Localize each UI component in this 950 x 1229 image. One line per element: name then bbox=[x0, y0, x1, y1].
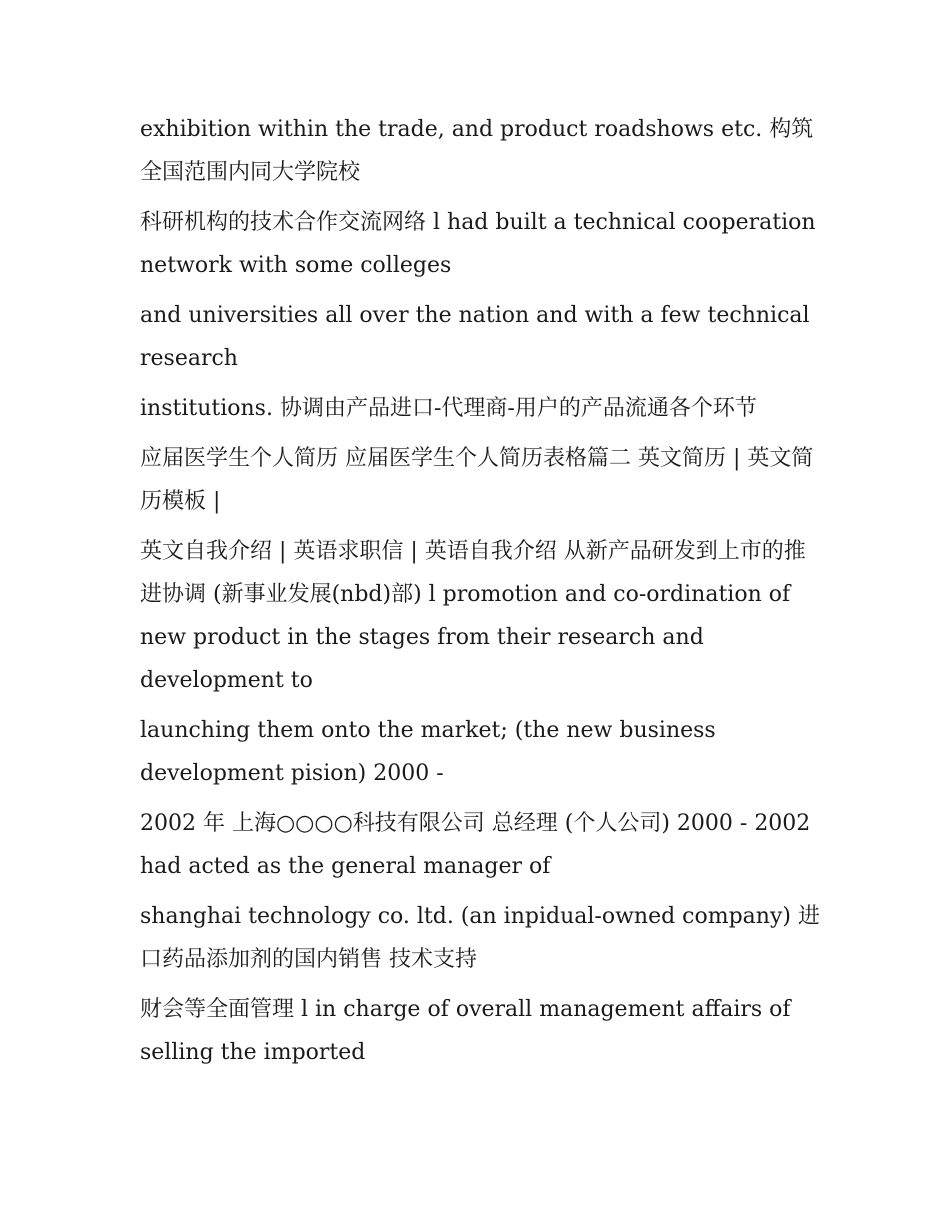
paragraph-1: exhibition within the trade, and product roadshows etc. 构筑全国范围内同大学院校 bbox=[140, 117, 814, 185]
paragraph-2: 科研机构的技术合作交流网络 l had built a technical cooperation network with some colleges bbox=[140, 210, 816, 278]
paragraph-4: institutions. 协调由产品进口-代理商-用户的产品流通各个环节 bbox=[140, 396, 757, 421]
paragraph-6: 英文自我介绍 | 英语求职信 | 英语自我介绍 从新产品研发到上市的推进协调 (新事业发展(nbd)部) l promotion and co-ordination of new product in the stages from their research and development to bbox=[140, 539, 806, 693]
paragraph-5: 应届医学生个人简历 应届医学生个人简历表格篇二 英文简历 | 英文简历模板 | bbox=[140, 446, 814, 514]
document-body bbox=[140, 108, 820, 1081]
paragraph-8: 2002 年 上海○○○○科技有限公司 总经理 (个人公司) 2000 - 2002 had acted as the general manager of bbox=[140, 811, 811, 879]
paragraph-7: launching them onto the market; (the new business development pision) 2000 - bbox=[140, 718, 716, 786]
paragraph-10: 财会等全面管理 l in charge of overall management affairs of selling the imported bbox=[140, 997, 791, 1065]
paragraph-3: and universities all over the nation and with a few technical research bbox=[140, 303, 810, 371]
paragraph-9: shanghai technology co. ltd. (an inpidual-owned company) 进口药品添加剂的国内销售 技术支持 bbox=[140, 904, 820, 972]
